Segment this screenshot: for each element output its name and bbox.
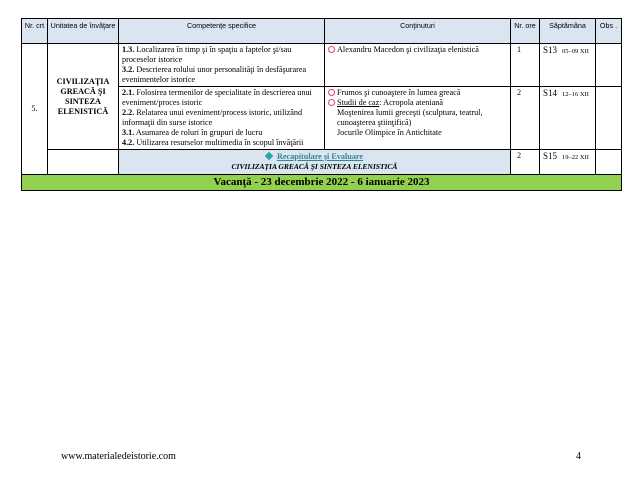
footer-page-number: 4 <box>576 451 581 462</box>
competence-item: 2.2. Relatarea unui eveniment/process istoric, utilizând informaţii din surse istorice <box>122 108 303 127</box>
vacation-row <box>22 175 622 191</box>
content-item: Frumos şi cunoaştere în lumea greacă <box>328 88 507 98</box>
header-unit: Unitatea de învăţare <box>48 19 119 44</box>
header-competences: Competenţe specifice <box>119 19 325 44</box>
hours-cell: 1 <box>511 44 540 87</box>
header-nr: Nr. crt <box>22 19 48 44</box>
competences-cell <box>119 87 325 150</box>
content-item: Moştenirea lumii greceşti (sculptura, teatrul, cunoaşterea ştiinţifică) <box>337 108 483 127</box>
competence-item: 3.2. Descrierea rolului unor personalităţi în desfăşurarea evenimentelor istorice <box>122 65 307 84</box>
vacation-banner: Vacanţă - 23 decembrie 2022 - 6 ianuarie 2023 <box>22 175 622 191</box>
header-obs: Obs . <box>596 19 622 44</box>
bullet-icon <box>328 89 335 96</box>
header-week: Săptămâna <box>540 19 596 44</box>
unit-name: CIVILIZAŢIA GREACĂ ŞI SINTEZA ELENISTICĂ <box>48 44 119 150</box>
recap-row <box>22 150 622 175</box>
content-item: Studii de caz: Acropola ateniană <box>328 98 507 108</box>
recap-cell <box>119 150 511 175</box>
hours-cell: 2 <box>511 150 540 175</box>
content-item: Jocurile Olimpice în Antichitate <box>337 128 442 137</box>
header-hours: Nr. ore <box>511 19 540 44</box>
header-contents: Conţinuturi <box>325 19 511 44</box>
header-row <box>22 19 622 44</box>
week-cell: S13 05–09 XII <box>540 44 596 87</box>
footer-website: www.materialedeistorie.com <box>61 451 176 462</box>
competences-cell <box>119 44 325 87</box>
recap-title: Recapitulare şi Evaluare <box>266 152 363 161</box>
competence-item: 1.3. Localizarea în timp şi în spaţiu a faptelor şi/sau proceselor istorice <box>122 45 292 64</box>
diamond-icon <box>265 152 273 160</box>
competence-item: 2.1. Folosirea termenilor de specialitate în descrierea unui eveniment/proces istoric <box>122 88 312 107</box>
competence-item: 4.2. Utilizarea resurselor multimedia în scopul învăţării <box>122 138 304 147</box>
table-row <box>22 44 622 87</box>
bullet-icon <box>328 99 335 106</box>
bullet-icon <box>328 46 335 53</box>
unit-empty-cell <box>48 150 119 175</box>
competence-item: 3.1. Asumarea de roluri în grupuri de lucru <box>122 128 263 137</box>
planning-table <box>21 18 622 191</box>
hours-cell: 2 <box>511 87 540 150</box>
week-cell: S15 19–22 XII <box>540 150 596 175</box>
contents-cell <box>325 87 511 150</box>
week-cell: S14 12–16 XII <box>540 87 596 150</box>
obs-cell <box>596 44 622 87</box>
row-number: 5. <box>22 44 48 175</box>
content-item: Alexandru Macedon şi civilizaţia elenistică <box>328 45 507 55</box>
obs-cell <box>596 87 622 150</box>
recap-subtitle: CIVILIZAŢIA GREACĂ ŞI SINTEZA ELENISTICĂ <box>231 162 398 171</box>
contents-cell <box>325 44 511 87</box>
obs-cell <box>596 150 622 175</box>
